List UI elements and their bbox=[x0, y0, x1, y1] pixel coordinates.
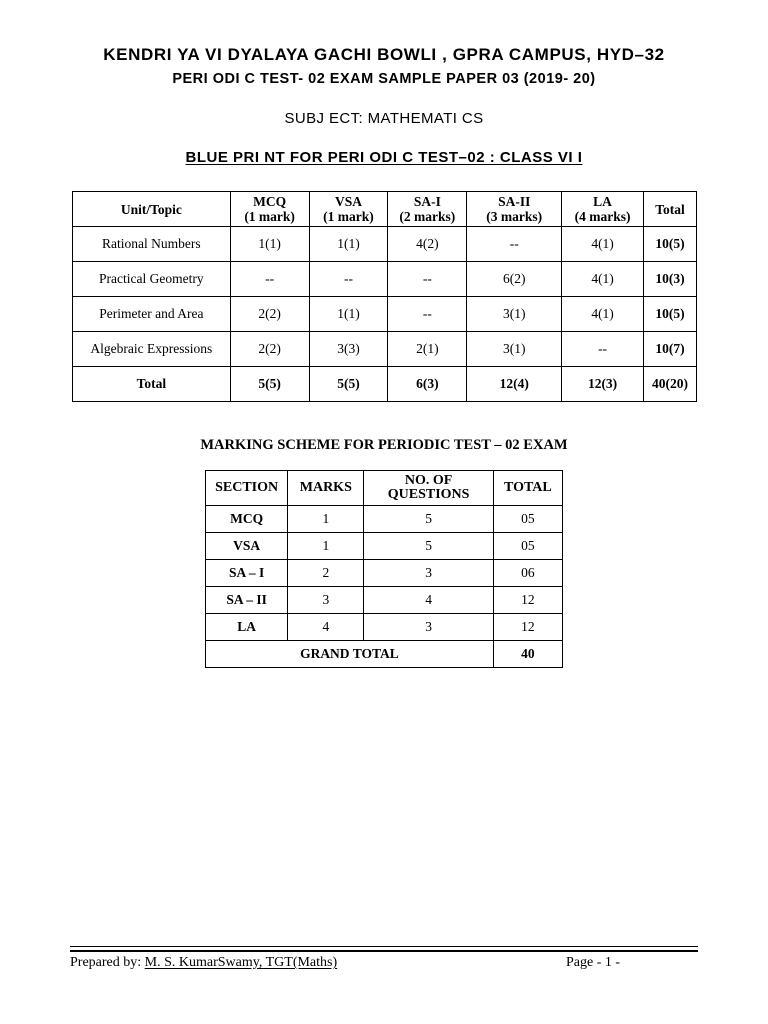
blueprint-title bbox=[0, 149, 768, 166]
table-cell: 4 bbox=[288, 614, 364, 641]
table-cell: 12 bbox=[493, 587, 562, 614]
table-cell: 05 bbox=[493, 506, 562, 533]
table-cell: 1(1) bbox=[230, 227, 309, 262]
total-cell: 5(5) bbox=[309, 367, 388, 402]
table-row bbox=[73, 227, 697, 262]
table-cell: 6(2) bbox=[467, 262, 562, 297]
table-cell: 06 bbox=[493, 560, 562, 587]
blueprint-header-cell: SA-I (2 marks) bbox=[388, 192, 467, 227]
row-total-cell: 10(5) bbox=[644, 297, 697, 332]
subject-line: SUBJ ECT: MATHEMATI CS bbox=[284, 110, 484, 127]
blueprint-header-cell: Total bbox=[644, 192, 697, 227]
prepared-by bbox=[70, 955, 337, 971]
table-cell: 5 bbox=[364, 533, 493, 560]
table-cell: 12 bbox=[493, 614, 562, 641]
grand-total-value: 40 bbox=[493, 641, 562, 668]
table-cell: 2(2) bbox=[230, 332, 309, 367]
blueprint-header-row bbox=[73, 192, 697, 227]
section-cell: SA – I bbox=[206, 560, 288, 587]
total-cell: 6(3) bbox=[388, 367, 467, 402]
blueprint-header-cell: Unit/Topic bbox=[73, 192, 231, 227]
paper-title: PERI ODI C TEST- 02 EXAM SAMPLE PAPER 03 (2019- 20) bbox=[172, 71, 596, 87]
total-label-cell: Total bbox=[73, 367, 231, 402]
table-cell: 05 bbox=[493, 533, 562, 560]
prepared-by-label: Prepared by: bbox=[70, 955, 142, 970]
table-row bbox=[206, 614, 563, 641]
table-cell: 4(2) bbox=[388, 227, 467, 262]
table-cell: 3 bbox=[364, 560, 493, 587]
section-cell: MCQ bbox=[206, 506, 288, 533]
table-cell: 5 bbox=[364, 506, 493, 533]
table-row bbox=[206, 560, 563, 587]
table-cell: 2(2) bbox=[230, 297, 309, 332]
table-cell: 1(1) bbox=[309, 227, 388, 262]
table-row bbox=[73, 262, 697, 297]
table-cell: -- bbox=[309, 262, 388, 297]
blueprint-table bbox=[72, 191, 697, 402]
table-cell: -- bbox=[388, 297, 467, 332]
grand-total-cell: 40(20) bbox=[644, 367, 697, 402]
marking-scheme-table bbox=[205, 470, 563, 668]
table-cell: 1(1) bbox=[309, 297, 388, 332]
table-cell: 4(1) bbox=[562, 297, 644, 332]
table-row bbox=[206, 533, 563, 560]
grand-total-label: GRAND TOTAL bbox=[206, 641, 494, 668]
table-cell: -- bbox=[388, 262, 467, 297]
total-row bbox=[73, 367, 697, 402]
marking-scheme-title: MARKING SCHEME FOR PERIODIC TEST – 02 EXAM bbox=[200, 437, 568, 453]
table-cell: 3 bbox=[364, 614, 493, 641]
row-total-cell: 10(5) bbox=[644, 227, 697, 262]
table-row bbox=[206, 506, 563, 533]
marking-header-cell: TOTAL bbox=[493, 471, 562, 506]
topic-cell: Practical Geometry bbox=[73, 262, 231, 297]
page-number: Page - 1 - bbox=[566, 955, 621, 970]
table-cell: 3(3) bbox=[309, 332, 388, 367]
section-cell: LA bbox=[206, 614, 288, 641]
topic-cell: Perimeter and Area bbox=[73, 297, 231, 332]
table-cell: -- bbox=[467, 227, 562, 262]
marking-header-cell: NO. OF QUESTIONS bbox=[364, 471, 493, 506]
prepared-by-name: M. S. KumarSwamy, TGT(Maths) bbox=[144, 955, 338, 970]
topic-cell: Algebraic Expressions bbox=[73, 332, 231, 367]
blueprint-title-text: BLUE PRI NT FOR PERI ODI C TEST–02 : CLASS VI I bbox=[185, 149, 583, 166]
blueprint-header-cell: MCQ (1 mark) bbox=[230, 192, 309, 227]
table-cell: 3 bbox=[288, 587, 364, 614]
row-total-cell: 10(3) bbox=[644, 262, 697, 297]
row-total-cell: 10(7) bbox=[644, 332, 697, 367]
table-cell: -- bbox=[230, 262, 309, 297]
table-cell: 3(1) bbox=[467, 297, 562, 332]
total-cell: 5(5) bbox=[230, 367, 309, 402]
table-cell: 4(1) bbox=[562, 227, 644, 262]
marking-header-cell: SECTION bbox=[206, 471, 288, 506]
total-cell: 12(3) bbox=[562, 367, 644, 402]
footer-divider bbox=[70, 946, 698, 947]
topic-cell: Rational Numbers bbox=[73, 227, 231, 262]
table-row bbox=[73, 332, 697, 367]
blueprint-header-cell: VSA (1 mark) bbox=[309, 192, 388, 227]
table-cell: -- bbox=[562, 332, 644, 367]
table-cell: 1 bbox=[288, 506, 364, 533]
table-row bbox=[73, 297, 697, 332]
footer-divider-thick bbox=[70, 950, 698, 952]
marking-header-cell: MARKS bbox=[288, 471, 364, 506]
total-cell: 12(4) bbox=[467, 367, 562, 402]
table-row bbox=[206, 587, 563, 614]
table-cell: 4 bbox=[364, 587, 493, 614]
blueprint-header-cell: LA (4 marks) bbox=[562, 192, 644, 227]
table-cell: 1 bbox=[288, 533, 364, 560]
school-title: KENDRI YA VI DYALAYA GACHI BOWLI , GPRA CAMPUS, HYD–32 bbox=[103, 45, 665, 64]
blueprint-header-cell: SA-II (3 marks) bbox=[467, 192, 562, 227]
marking-header-row bbox=[206, 471, 563, 506]
table-cell: 3(1) bbox=[467, 332, 562, 367]
table-cell: 2 bbox=[288, 560, 364, 587]
grand-total-row bbox=[206, 641, 563, 668]
table-cell: 4(1) bbox=[562, 262, 644, 297]
section-cell: VSA bbox=[206, 533, 288, 560]
table-cell: 2(1) bbox=[388, 332, 467, 367]
section-cell: SA – II bbox=[206, 587, 288, 614]
